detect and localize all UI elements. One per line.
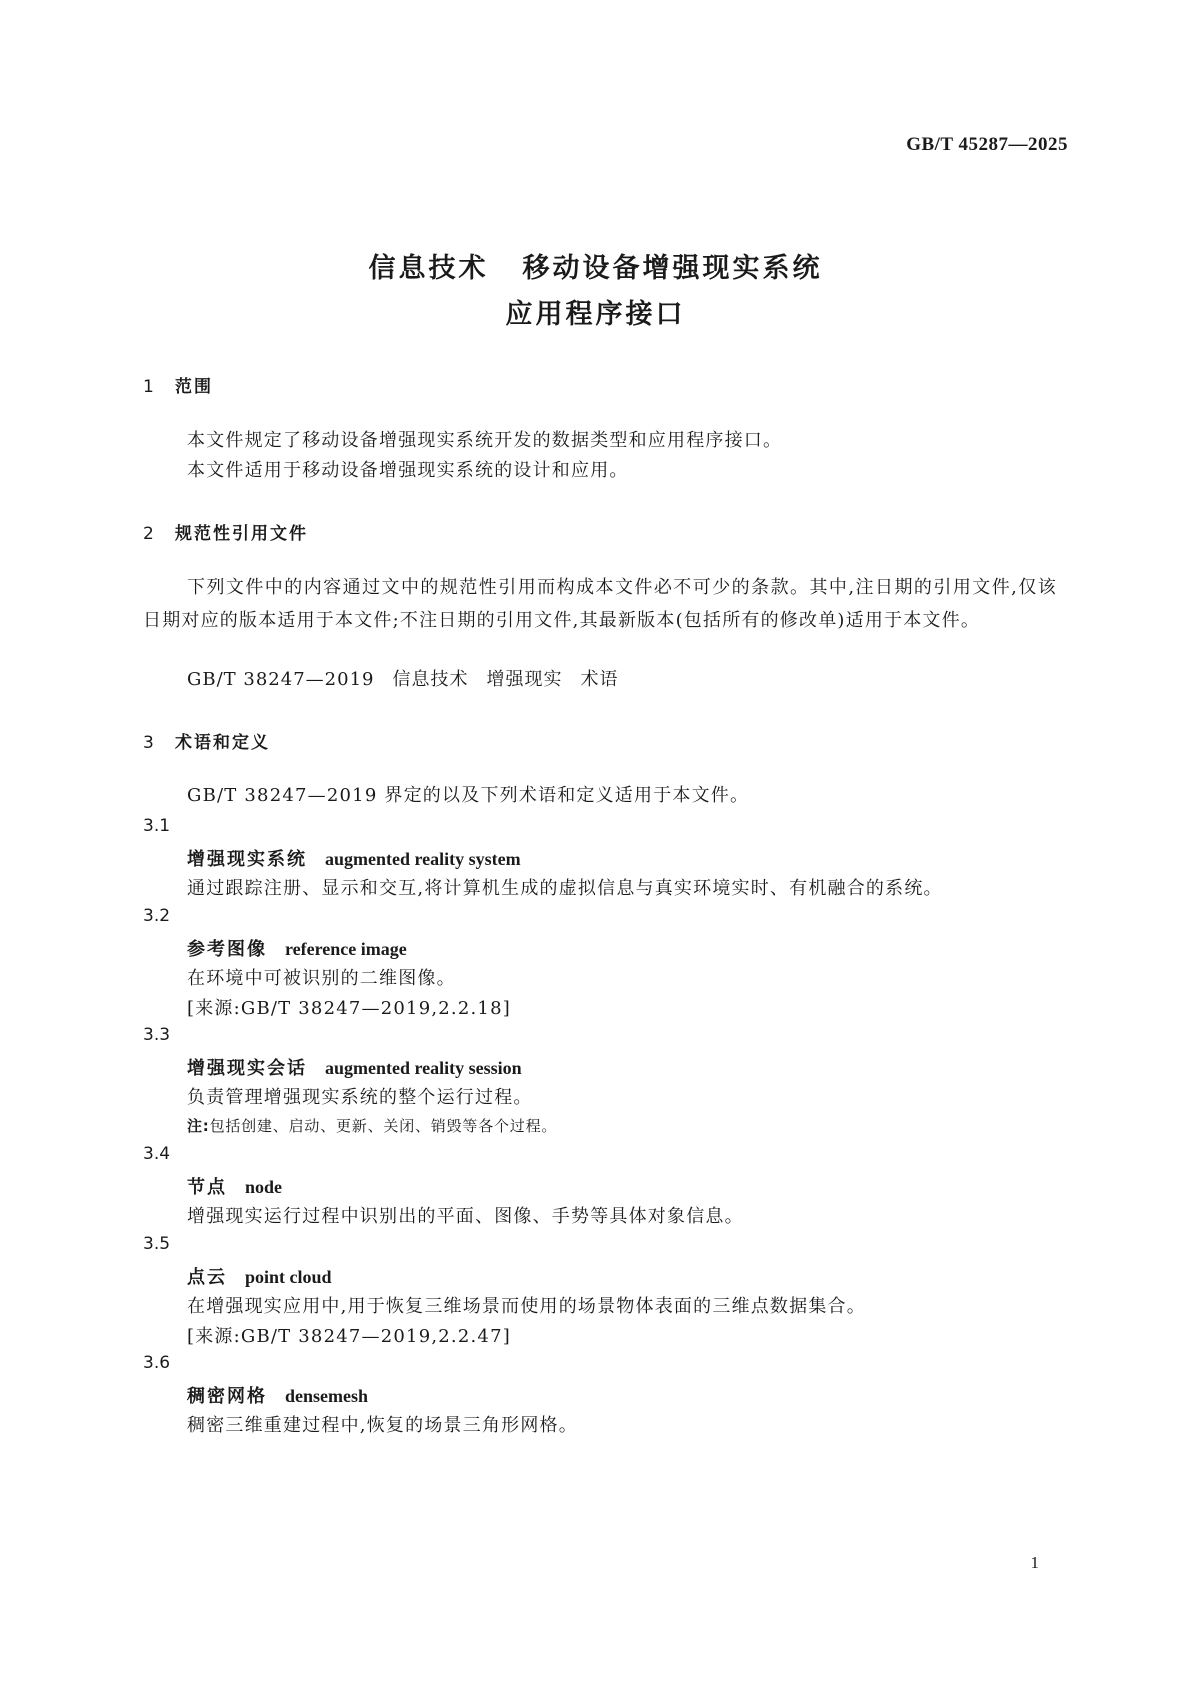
terms-intro: GB/T 38247—2019 界定的以及下列术语和定义适用于本文件。 [187,785,750,806]
title-part1: 信息技术 [368,253,489,284]
document-title-line1 [0,246,1191,285]
reference-title-part1: 信息技术 [392,669,469,690]
section-number: 2 [143,524,156,544]
term-name-en: augmented reality session [325,1058,522,1078]
term-name-en: reference image [285,939,407,959]
reference-code: GB/T 38247—2019 [187,669,375,690]
term-number: 3.6 [143,1353,171,1373]
term-name-zh: 增强现实会话 [187,1058,307,1079]
term-number: 3.4 [143,1144,171,1164]
term-name [187,1054,522,1080]
term-name-zh: 增强现实系统 [187,849,307,870]
reference-title-part3: 术语 [580,669,619,690]
term-name-zh: 点云 [187,1267,227,1288]
term-name-en: densemesh [285,1386,369,1406]
section-heading-terms [143,728,270,753]
term-name-zh: 节点 [187,1177,227,1198]
term-name-zh: 参考图像 [187,939,267,960]
section-number: 1 [143,377,156,397]
term-number: 3.5 [143,1234,171,1254]
term-source: [来源:GB/T 38247—2019,2.2.47] [187,1326,511,1347]
term-definition: 在环境中可被识别的二维图像。 [187,968,456,989]
note-text: 包括创建、启动、更新、关闭、销毁等各个过程。 [209,1117,558,1135]
term-name-zh: 稠密网格 [187,1386,267,1407]
normative-intro: 下列文件中的内容通过文中的规范性引用而构成本文件必不可少的条款。其中,注日期的引用文件,仅该日期对应的版本适用于本文件;不注日期的引用文件,其最新版本(包括所有的修改单)适用于本文件。 [143,577,1057,631]
term-name [187,935,407,961]
section-number: 3 [143,733,156,753]
term-number: 3.1 [143,816,171,836]
term-definition: 负责管理增强现实系统的整个运行过程。 [187,1087,533,1108]
note-label: 注: [187,1117,210,1135]
section-title: 范围 [175,377,213,397]
term-name-en: augmented reality system [325,849,521,869]
term-definition: 稠密三维重建过程中,恢复的场景三角形网格。 [187,1415,578,1436]
term-number: 3.3 [143,1025,171,1045]
term-name [187,1382,368,1408]
term-name [187,1263,332,1289]
term-definition: 在增强现实应用中,用于恢复三维场景而使用的场景物体表面的三维点数据集合。 [187,1296,866,1317]
term-definition: 增强现实运行过程中识别出的平面、图像、手势等具体对象信息。 [187,1206,744,1227]
term-definition: 通过跟踪注册、显示和交互,将计算机生成的虚拟信息与真实环境实时、有机融合的系统。 [187,878,943,899]
scope-paragraph-1: 本文件规定了移动设备增强现实系统开发的数据类型和应用程序接口。 [187,430,783,451]
term-name-en: point cloud [245,1267,332,1287]
term-name [187,845,521,871]
section-heading-normative [143,519,308,544]
scope-paragraph-2: 本文件适用于移动设备增强现实系统的设计和应用。 [187,460,629,481]
term-name [187,1173,282,1199]
page-number: 1 [1030,1553,1039,1572]
section-title: 规范性引用文件 [175,524,308,544]
term-name-en: node [245,1177,283,1197]
normative-reference [187,665,618,691]
title-part2: 移动设备增强现实系统 [522,253,823,284]
standard-code: GB/T 45287—2025 [906,134,1068,155]
term-source: [来源:GB/T 38247—2019,2.2.18] [187,998,511,1019]
term-number: 3.2 [143,906,171,926]
reference-title-part2: 增强现实 [486,669,563,690]
section-heading-scope [143,372,213,397]
document-title-line2: 应用程序接口 [505,299,686,330]
term-note [187,1115,557,1136]
section-title: 术语和定义 [175,733,270,753]
